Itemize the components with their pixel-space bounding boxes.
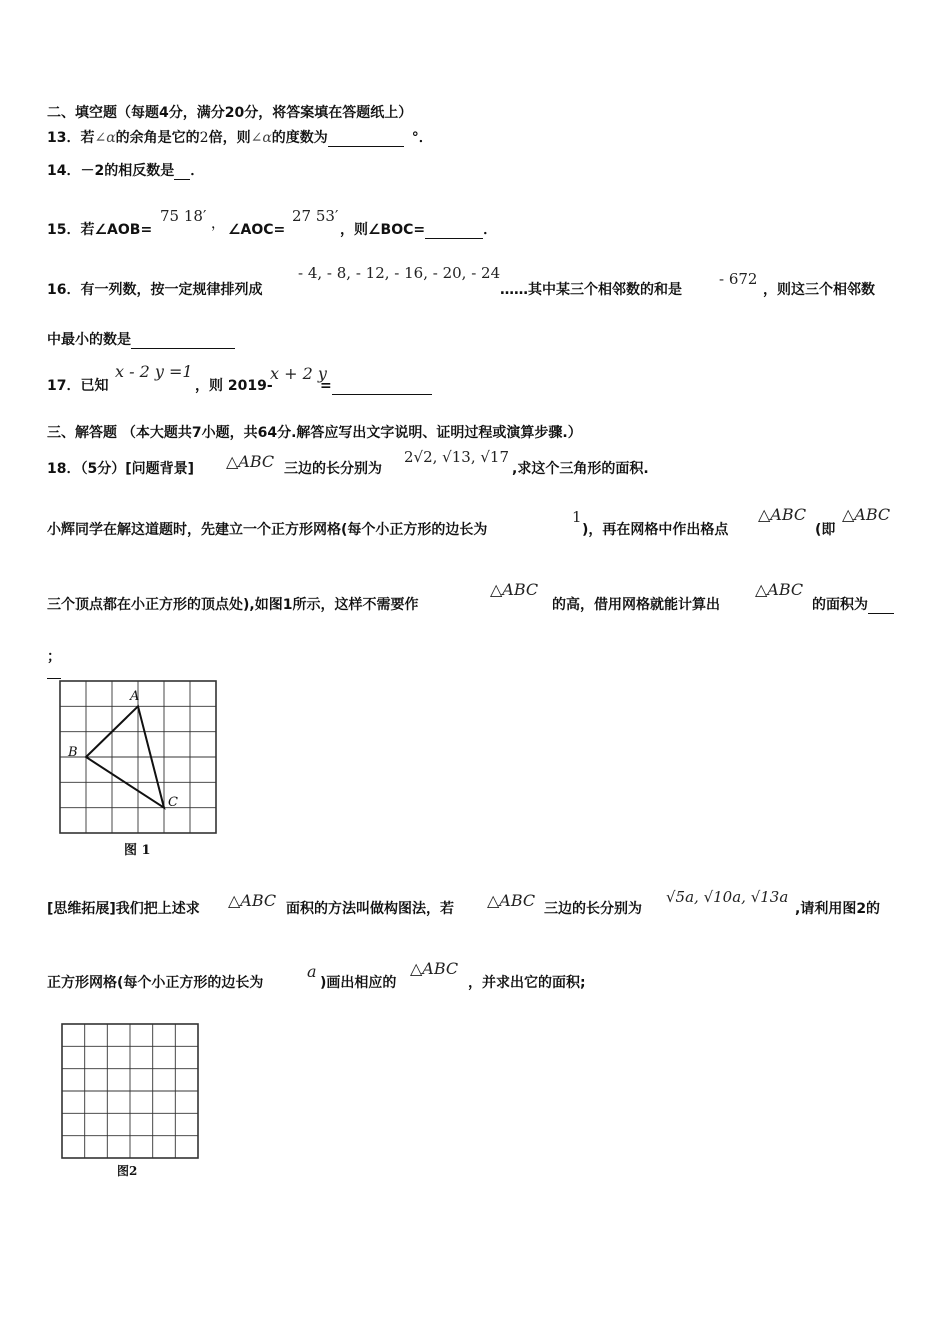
q18-num: 18．（5分）[问题背景] [47, 461, 195, 477]
q13-end: °． [411, 130, 433, 146]
q18-ext-c: 三边的长分别为 [544, 901, 642, 917]
q16-answer-blank[interactable] [131, 334, 235, 349]
q18-tri-5: △ABC [755, 580, 804, 599]
q16-sum: - 672 [719, 270, 758, 288]
q18-tri-2: △ABC [758, 505, 807, 524]
q18-ext2-b: )画出相应的 [320, 975, 397, 991]
q18-sides-label: 三边的长分别为 [284, 461, 382, 477]
q18-p2c: (即 [815, 522, 836, 538]
q17-num: 17．已知 [47, 378, 109, 394]
q16-line2 [47, 331, 235, 349]
q18-tri-3: △ABC [842, 505, 891, 524]
figure-2-caption: 图2 [117, 1164, 138, 1178]
q16-mid: ……其中某三个相邻数的和是 [500, 282, 682, 298]
q18-ext-sides: √5a, √10a, √13a [666, 888, 789, 906]
q17-answer-blank[interactable] [332, 380, 432, 395]
q14-text: 14．－2的相反数是 [47, 163, 175, 179]
section-2-heading: 二、填空题（每题4分，满分20分，将答案填在答题纸上） [47, 105, 413, 121]
figure-2[interactable] [55, 1018, 205, 1182]
q16-tail: ，则这三个相邻数 [763, 282, 875, 298]
q18-ext2-c: ，并求出它的面积; [468, 975, 586, 991]
q18-semicolon: ； [47, 649, 61, 665]
q18-ask: ,求这个三角形的面积. [512, 461, 649, 477]
q18-ext-b: 面积的方法叫做构图法，若 [286, 901, 454, 917]
label-b: B [68, 745, 78, 760]
q13-angle: ∠α [94, 130, 116, 146]
q13-mid2: 倍，则 [208, 130, 251, 146]
figure-2-grid [62, 1024, 198, 1158]
q15-aob-value: 75 18′ [160, 207, 207, 225]
q18-area-blank[interactable] [868, 599, 894, 614]
q18-a-var: a [307, 962, 317, 981]
q16-sequence: - 4, - 8, - 12, - 16, - 20, - 24 [298, 264, 501, 282]
q18-tri-8: △ABC [410, 959, 459, 978]
q16-line2-text: 中最小的数是 [47, 332, 131, 348]
q14-end: ． [190, 163, 205, 179]
q14-answer-blank[interactable] [174, 165, 190, 180]
q13-mid: 的余角是它的 [115, 130, 200, 146]
q15-boc [340, 221, 497, 239]
q18-p3b: 的高，借用网格就能计算出 [552, 597, 720, 613]
q18-p3c: 的面积为 [812, 597, 868, 613]
q15-answer-blank[interactable] [425, 224, 483, 239]
figure-1-caption: 图 1 [124, 843, 151, 858]
q15-aoc-value: 27 53′ [292, 207, 339, 225]
q17-end-wrap [320, 377, 432, 395]
q17-end: = [320, 378, 332, 394]
q15-end: ． [483, 222, 498, 238]
q18-ext2-a: 正方形网格(每个小正方形的边长为 [47, 975, 264, 991]
q15-sep: ， [211, 216, 225, 232]
label-c: C [168, 795, 178, 810]
q18-ext-a: [思维拓展]我们把上述求 [47, 901, 200, 917]
question-14 [47, 162, 204, 180]
q17-eq1: x - 2 y =1 [115, 362, 193, 381]
q15-aoc-label: ∠AOC= [228, 222, 286, 238]
q16-num: 16．有一列数，按一定规律排列成 [47, 282, 263, 298]
q13-angle2: ∠α [250, 130, 272, 146]
section-3-heading: 三、解答题 （本大题共7小题，共64分.解答应写出文字说明、证明过程或演算步骤.） [47, 425, 582, 441]
figure-1 [50, 676, 230, 860]
q18-tri-1: △ABC [226, 452, 275, 471]
q18-p3c-wrap [812, 596, 894, 614]
q13-num: 13．若 [47, 130, 95, 146]
q15-boc-label: ，则∠BOC= [340, 222, 426, 238]
q18-tri-7: △ABC [487, 891, 536, 910]
q18-tri-6: △ABC [228, 891, 277, 910]
q18-p2a: 小辉同学在解这道题时，先建立一个正方形网格(每个小正方形的边长为 [47, 522, 488, 538]
q18-sides: 2√2, √13, √17 [404, 448, 510, 466]
q13-tail: 的度数为 [271, 130, 328, 146]
label-a: A [130, 689, 140, 704]
q18-ext-d: ,请利用图2的 [795, 901, 881, 917]
q13-two: 2 [199, 130, 209, 146]
q18-p2b: )，再在网格中作出格点 [582, 522, 729, 538]
q18-one: 1 [572, 508, 582, 526]
q13-answer-blank[interactable] [328, 132, 404, 147]
q18-p3a: 三个顶点都在小正方形的顶点处),如图1所示，这样不需要作 [47, 597, 419, 613]
q15-num: 15．若∠AOB= [47, 222, 153, 238]
q17-eq2: x + 2 y [270, 364, 327, 383]
q18-tri-4: △ABC [490, 580, 539, 599]
q17-mid: ，则 2019- [195, 378, 273, 394]
question-13 [47, 129, 433, 147]
